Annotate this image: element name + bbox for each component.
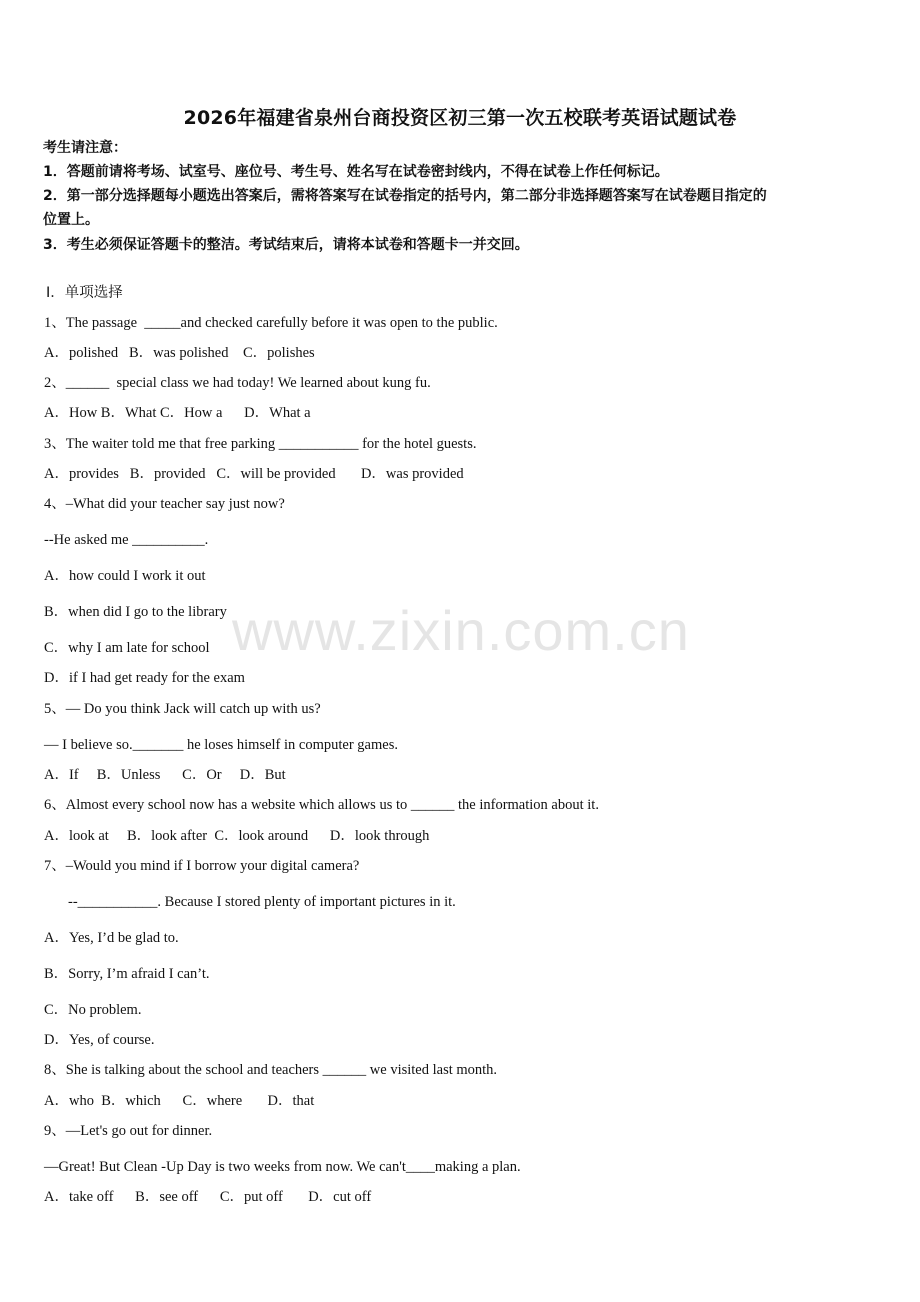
question-8-options: A．who B．which C．where D．that [44, 1093, 315, 1109]
question-5-options: A．If B．Unless C．Or D．But [44, 767, 286, 783]
section-heading: Ⅰ．单项选择 [46, 285, 123, 301]
notice-item-2-cont: 位置上。 [43, 212, 99, 228]
page-title: 2026年福建省泉州台商投资区初三第一次五校联考英语试题试卷 [183, 107, 737, 129]
question-5-stem: 5、— Do you think Jack will catch up with us? [44, 701, 321, 717]
question-7-stem: 7、–Would you mind if I borrow your digital camera? [44, 858, 360, 874]
question-2-options: A．How B．What C．How a D．What a [44, 405, 311, 421]
question-1-options: A．polished B．was polished C．polishes [44, 345, 315, 361]
question-9-options: A．take off B．see off C．put off D．cut off [44, 1189, 372, 1205]
question-3-stem: 3、The waiter told me that free parking ___________ for the hotel guests. [44, 436, 477, 452]
question-1-stem: 1、The passage _____and checked carefully before it was open to the public. [44, 315, 498, 331]
question-4-option-c: C．why I am late for school [44, 640, 210, 656]
question-7-reply: --___________. Because I stored plenty of important pictures in it. [68, 894, 456, 910]
question-4-reply: --He asked me __________. [44, 532, 209, 548]
question-9-stem: 9、—Let's go out for dinner. [44, 1123, 213, 1139]
question-6-options: A．look at B．look after C．look around D．look through [44, 828, 430, 844]
notice-item-1: 1．答题前请将考场、试室号、座位号、考生号、姓名写在试卷密封线内，不得在试卷上作任何标记。 [43, 164, 669, 180]
notice-heading: 考生请注意： [43, 140, 127, 156]
notice-item-3: 3．考生必须保证答题卡的整洁。考试结束后，请将本试卷和答题卡一并交回。 [43, 237, 529, 253]
question-2-stem: 2、______ special class we had today! We learned about kung fu. [44, 375, 431, 391]
question-8-stem: 8、She is talking about the school and teachers ______ we visited last month. [44, 1062, 498, 1078]
question-3-options: A．provides B．provided C．will be provided D．was provided [44, 466, 464, 482]
question-6-stem: 6、Almost every school now has a website which allows us to ______ the information about it. [44, 797, 599, 813]
question-7-option-c: C．No problem. [44, 1002, 142, 1018]
question-4-option-a: A．how could I work it out [44, 568, 206, 584]
question-9-reply: —Great! But Clean -Up Day is two weeks from now. We can't____making a plan. [44, 1159, 521, 1175]
question-7-option-d: D．Yes, of course. [44, 1032, 155, 1048]
watermark: www.zixin.com.cn [232, 599, 690, 662]
question-7-option-b: B．Sorry, I’m afraid I can’t. [44, 966, 210, 982]
question-7-option-a: A．Yes, I’d be glad to. [44, 930, 179, 946]
question-4-option-d: D．if I had get ready for the exam [44, 670, 245, 686]
notice-item-2: 2．第一部分选择题每小题选出答案后，需将答案写在试卷指定的括号内，第二部分非选择题答案写在试卷题目指定的 [43, 188, 767, 204]
question-4-option-b: B．when did I go to the library [44, 604, 227, 620]
question-4-stem: 4、–What did your teacher say just now? [44, 496, 285, 512]
question-5-reply: — I believe so._______ he loses himself in computer games. [44, 737, 398, 753]
